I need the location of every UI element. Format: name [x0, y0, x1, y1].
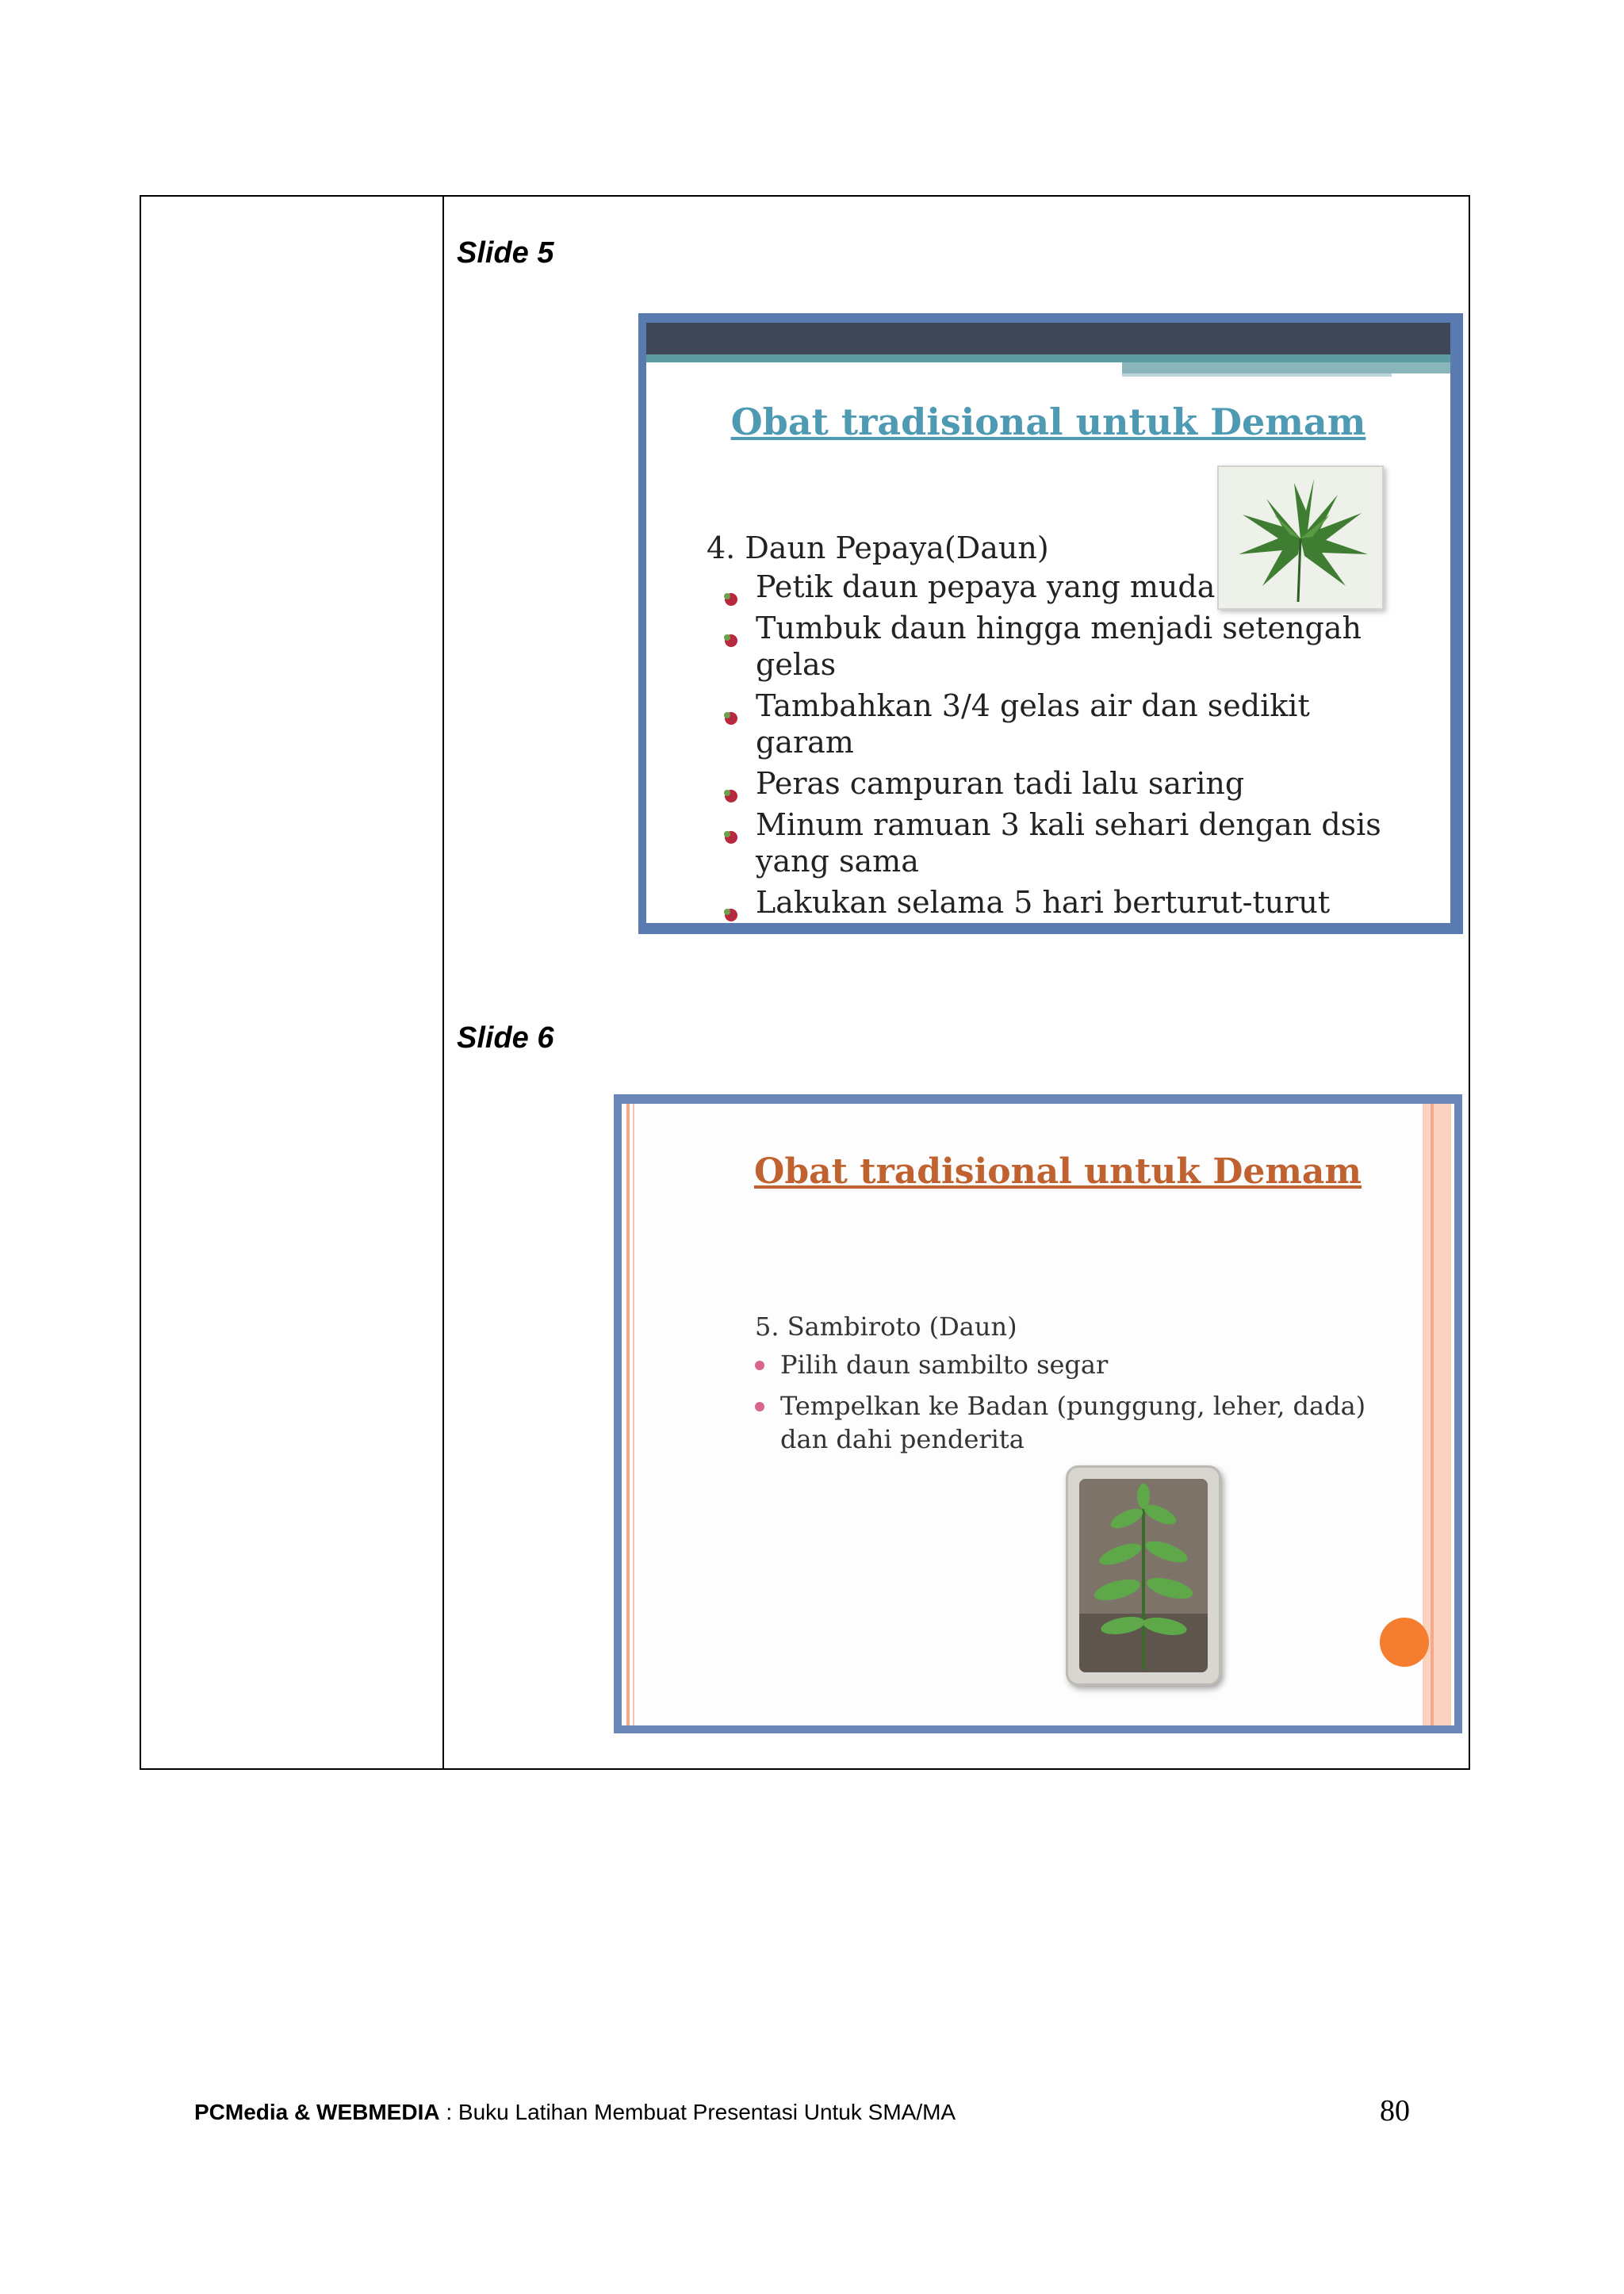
slide-5-heading: 4. Daun Pepaya(Daun)	[707, 530, 1049, 565]
slide-6-image	[614, 1094, 1462, 1733]
slide-6-title: Obat tradisional untuk Demam	[754, 1151, 1362, 1192]
flower-bullet-icon	[722, 620, 740, 636]
header-bar	[646, 323, 1450, 354]
flower-bullet-icon	[722, 817, 740, 833]
list-item: Pilih daun sambilto segar	[755, 1348, 1389, 1381]
slide-6-label: Slide 6	[457, 1021, 554, 1055]
page-number: 80	[1380, 2094, 1410, 2127]
slide-6-heading: 5. Sambiroto (Daun)	[755, 1312, 1017, 1342]
slide-5-label: Slide 5	[457, 236, 554, 270]
list-item: Lakukan selama 5 hari berturut-turut	[722, 884, 1404, 921]
slide-6-bullet-list	[755, 1348, 1389, 1464]
list-item: Minum ramuan 3 kali sehari dengan dsis yang sama	[722, 806, 1404, 879]
footer: PCMedia & WEBMEDIA : Buku Latihan Membuat Presentasi Untuk SMA/MA	[194, 2100, 956, 2124]
list-item: Tumbuk daun hingga menjadi setengah gelas	[722, 610, 1404, 683]
dot-bullet-icon	[755, 1361, 764, 1370]
left-column	[141, 197, 444, 1768]
slide-5-bullet-list	[722, 569, 1404, 925]
slide-5-title: Obat tradisional untuk Demam	[730, 400, 1366, 443]
list-item: Petik daun pepaya yang muda	[722, 569, 1404, 605]
orange-circle-decoration	[1380, 1618, 1429, 1667]
slide-5-image	[638, 313, 1463, 934]
list-item: Peras campuran tadi lalu saring	[722, 765, 1404, 802]
list-item: Tambahkan 3/4 gelas air dan sedikit garam	[722, 687, 1404, 760]
sambiloto-plant-photo	[1066, 1465, 1221, 1686]
header-accent-bar	[646, 354, 1450, 362]
flower-bullet-icon	[722, 776, 740, 791]
list-item: Tempelkan ke Badan (punggung, leher, dada) dan dahi penderita	[755, 1389, 1389, 1456]
footer-book-title: Buku Latihan Membuat Presentasi Untuk SMA/MA	[458, 2100, 956, 2124]
flower-bullet-icon	[722, 894, 740, 910]
flower-bullet-icon	[722, 698, 740, 714]
dot-bullet-icon	[755, 1402, 764, 1411]
footer-brand: PCMedia & WEBMEDIA	[194, 2100, 440, 2124]
flower-bullet-icon	[722, 579, 740, 595]
